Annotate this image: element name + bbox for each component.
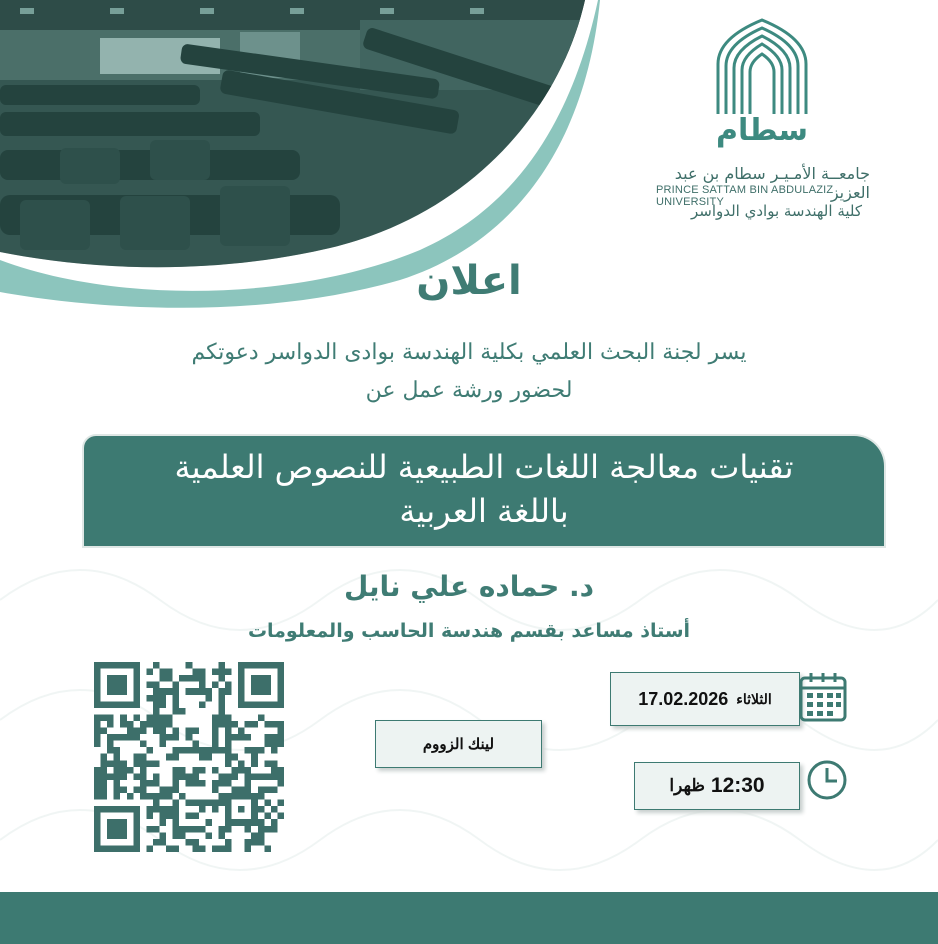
- announcement-title: اعلان: [416, 258, 522, 304]
- university-arch-logo-icon: [712, 14, 812, 154]
- speaker-role: أستاذ مساعد بقسم هندسة الحاسب والمعلومات: [247, 620, 691, 642]
- footer-bar: [0, 892, 938, 944]
- event-time-box: [634, 762, 800, 810]
- svg-text:سطام: سطام: [716, 113, 808, 148]
- speaker-name: د. حماده علي نايل: [343, 570, 595, 603]
- university-name-english: PRINCE SATTAM BIN ABDULAZIZ UNIVERSITY: [656, 184, 834, 208]
- event-date-box: [610, 672, 800, 726]
- university-logo: [640, 14, 890, 234]
- invitation-line-1: يسر لجنة البحث العلمي بكلية الهندسة بوادى الدواسر دعوتكم: [191, 340, 747, 365]
- workshop-topic-line-1: تقنيات معالجة اللغات الطبيعية للنصوص العلمية: [174, 448, 794, 486]
- event-day: الثلاثاء: [736, 690, 772, 707]
- event-time: 12:30: [710, 774, 765, 797]
- workshop-topic-banner: [84, 436, 884, 546]
- workshop-topic-line-2: باللغة العربية: [399, 492, 569, 530]
- event-time-suffix: ظهرا: [669, 776, 705, 795]
- college-name: كلية الهندسة بوادي الدواسر: [690, 202, 862, 220]
- zoom-link-button[interactable]: لينك الزووم: [375, 720, 542, 768]
- university-name-arabic: جامعــة الأمـيـر سطام بن عبد العزيز: [674, 164, 870, 202]
- calendar-icon: [798, 670, 850, 724]
- invitation-line-2: لحضور ورشة عمل عن: [365, 378, 573, 403]
- event-date: 17.02.2026: [638, 688, 729, 709]
- clock-icon: [806, 759, 848, 801]
- qr-code-icon[interactable]: [94, 662, 284, 852]
